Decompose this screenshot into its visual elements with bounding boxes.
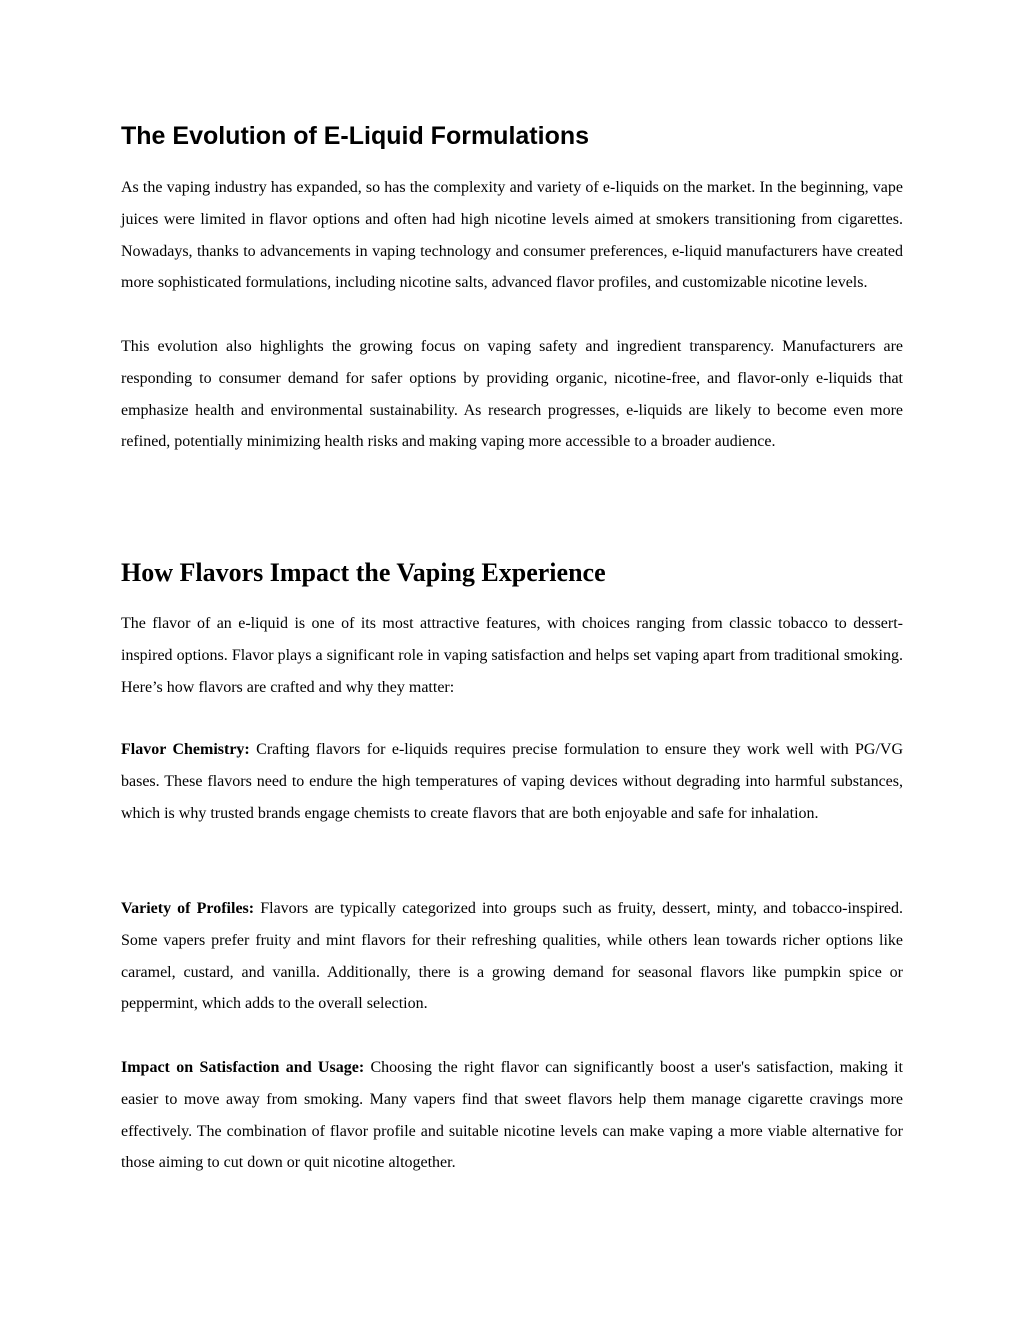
section-heading-evolution: The Evolution of E-Liquid Formulations bbox=[121, 122, 590, 150]
section-heading-flavors: How Flavors Impact the Vaping Experience bbox=[121, 558, 606, 587]
flavor-chemistry-text: Crafting flavors for e-liquids requires precise formulation to ensure they work well with PG/VG bases. These flavors need to endure the high temperatures of vaping devices without degrading into harmful substances, which is why trusted brands engage chemists to create flavors that are both enjoyable and safe for inhalation. bbox=[121, 741, 904, 822]
variety-of-profiles-title: Variety of Profiles: bbox=[121, 900, 255, 917]
impact-on-satisfaction-paragraph bbox=[121, 1052, 903, 1179]
flavor-chemistry-title: Flavor Chemistry: bbox=[121, 741, 250, 758]
variety-of-profiles-paragraph bbox=[121, 893, 903, 1020]
evolution-paragraph-1: As the vaping industry has expanded, so has the complexity and variety of e-liquids on the market. In the beginning, vape juices were limited in flavor options and often had high nicotine levels aimed at smokers transitioning from cigarettes. Nowadays, thanks to advancements in vaping technology and consumer preferences, e-liquid manufacturers have created more sophisticated formulations, including nicotine salts, advanced flavor profiles, and customizable nicotine levels. bbox=[121, 179, 903, 292]
evolution-paragraph-2: This evolution also highlights the growing focus on vaping safety and ingredient transparency. Manufacturers are responding to consumer demand for safer options by providing organic, nicotine-free, and flavor-only e-liquids that emphasize health and environmental sustainability. As research progresses, e-liquids are likely to become even more refined, potentially minimizing health risks and making vaping more accessible to a broader audience. bbox=[121, 338, 903, 451]
impact-on-satisfaction-text: Choosing the right flavor can significantly boost a user's satisfaction, making it easier to move away from smoking. Many vapers find that sweet flavors help them manage cigarette cravings more effectively. The combination of flavor profile and suitable nicotine levels can make vaping a more viable alternative for those aiming to cut down or quit nicotine altogether. bbox=[121, 1059, 903, 1172]
flavors-intro-paragraph: The flavor of an e-liquid is one of its most attractive features, with choices ranging from classic tobacco to dessert-inspired options. Flavor plays a significant role in vaping satisfaction and helps set vaping apart from traditional smoking. Here’s how flavors are crafted and why they matter: bbox=[121, 615, 903, 696]
flavor-chemistry-paragraph bbox=[121, 734, 903, 829]
variety-of-profiles-text: Flavors are typically categorized into groups such as fruity, dessert, minty, and tobacco-inspired. Some vapers prefer fruity and mint flavors for their refreshing qualities, while others lean towards richer options like caramel, custard, and vanilla. Additionally, there is a growing demand for seasonal flavors like pumpkin spice or peppermint, which adds to the overall selection. bbox=[121, 900, 903, 1013]
impact-on-satisfaction-title: Impact on Satisfaction and Usage: bbox=[121, 1059, 365, 1076]
